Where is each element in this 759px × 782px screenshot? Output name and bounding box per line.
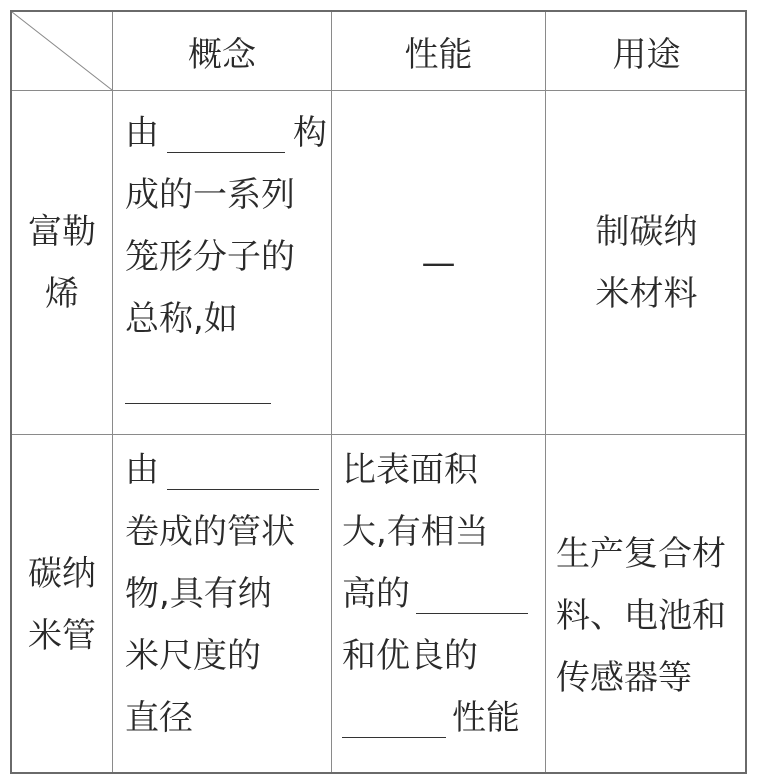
fullerene-concept-cell: [113, 91, 331, 434]
text-line: 制碳纳: [595, 211, 698, 252]
nanotube-concept-cell: [113, 435, 331, 774]
fill-blank: [342, 687, 446, 738]
text-line: [125, 353, 320, 415]
header-concept: 概念: [188, 34, 256, 75]
text-segment: 构: [293, 113, 327, 153]
text-line: [125, 439, 325, 501]
fullerene-performance-cell: —: [421, 242, 456, 283]
text-line: 笼形分子的: [125, 237, 295, 277]
nanotube-use-cell: [546, 435, 747, 774]
text-line: 总称,如: [125, 299, 238, 339]
text-segment: 由: [125, 450, 159, 490]
text-line: 比表面积: [342, 450, 478, 490]
row-label-carbon-nanotube: [12, 435, 112, 774]
row-label-line: 烯: [45, 273, 79, 314]
fill-blank: [167, 439, 319, 490]
text-line: 卷成的管状: [125, 512, 295, 552]
text-segment: 性能: [452, 698, 520, 738]
corner-diagonal-line: [12, 12, 112, 90]
text-line: [125, 102, 327, 164]
header-use: 用途: [612, 34, 681, 75]
text-line: [342, 687, 537, 749]
text-line: 物,具有纳: [125, 574, 272, 614]
row-label-line: 米管: [28, 615, 96, 656]
text-segment: 高的: [342, 574, 410, 614]
text-line: 料、电池和: [556, 596, 726, 636]
text-line: 和优良的: [342, 636, 478, 676]
fill-blank: [125, 353, 271, 404]
text-line: 米尺度的: [125, 636, 261, 676]
text-line: 成的一系列: [125, 175, 295, 215]
comparison-table: [10, 10, 747, 774]
nanotube-performance-cell: [332, 435, 545, 774]
text-line: 米材料: [595, 273, 698, 314]
row-label-fullerene: [12, 91, 112, 434]
text-segment: 由: [125, 113, 159, 153]
text-line: [342, 563, 537, 625]
header-performance: 性能: [404, 34, 473, 75]
fullerene-use-cell: [546, 91, 747, 434]
row-label-line: 富勒: [28, 211, 96, 252]
text-line: 大,有相当: [342, 512, 489, 552]
text-line: 生产复合材: [556, 534, 726, 574]
fill-blank: [416, 563, 528, 614]
fill-blank: [167, 102, 285, 153]
text-line: 直径: [125, 698, 193, 738]
text-line: 传感器等: [556, 658, 692, 698]
row-label-line: 碳纳: [28, 553, 96, 594]
